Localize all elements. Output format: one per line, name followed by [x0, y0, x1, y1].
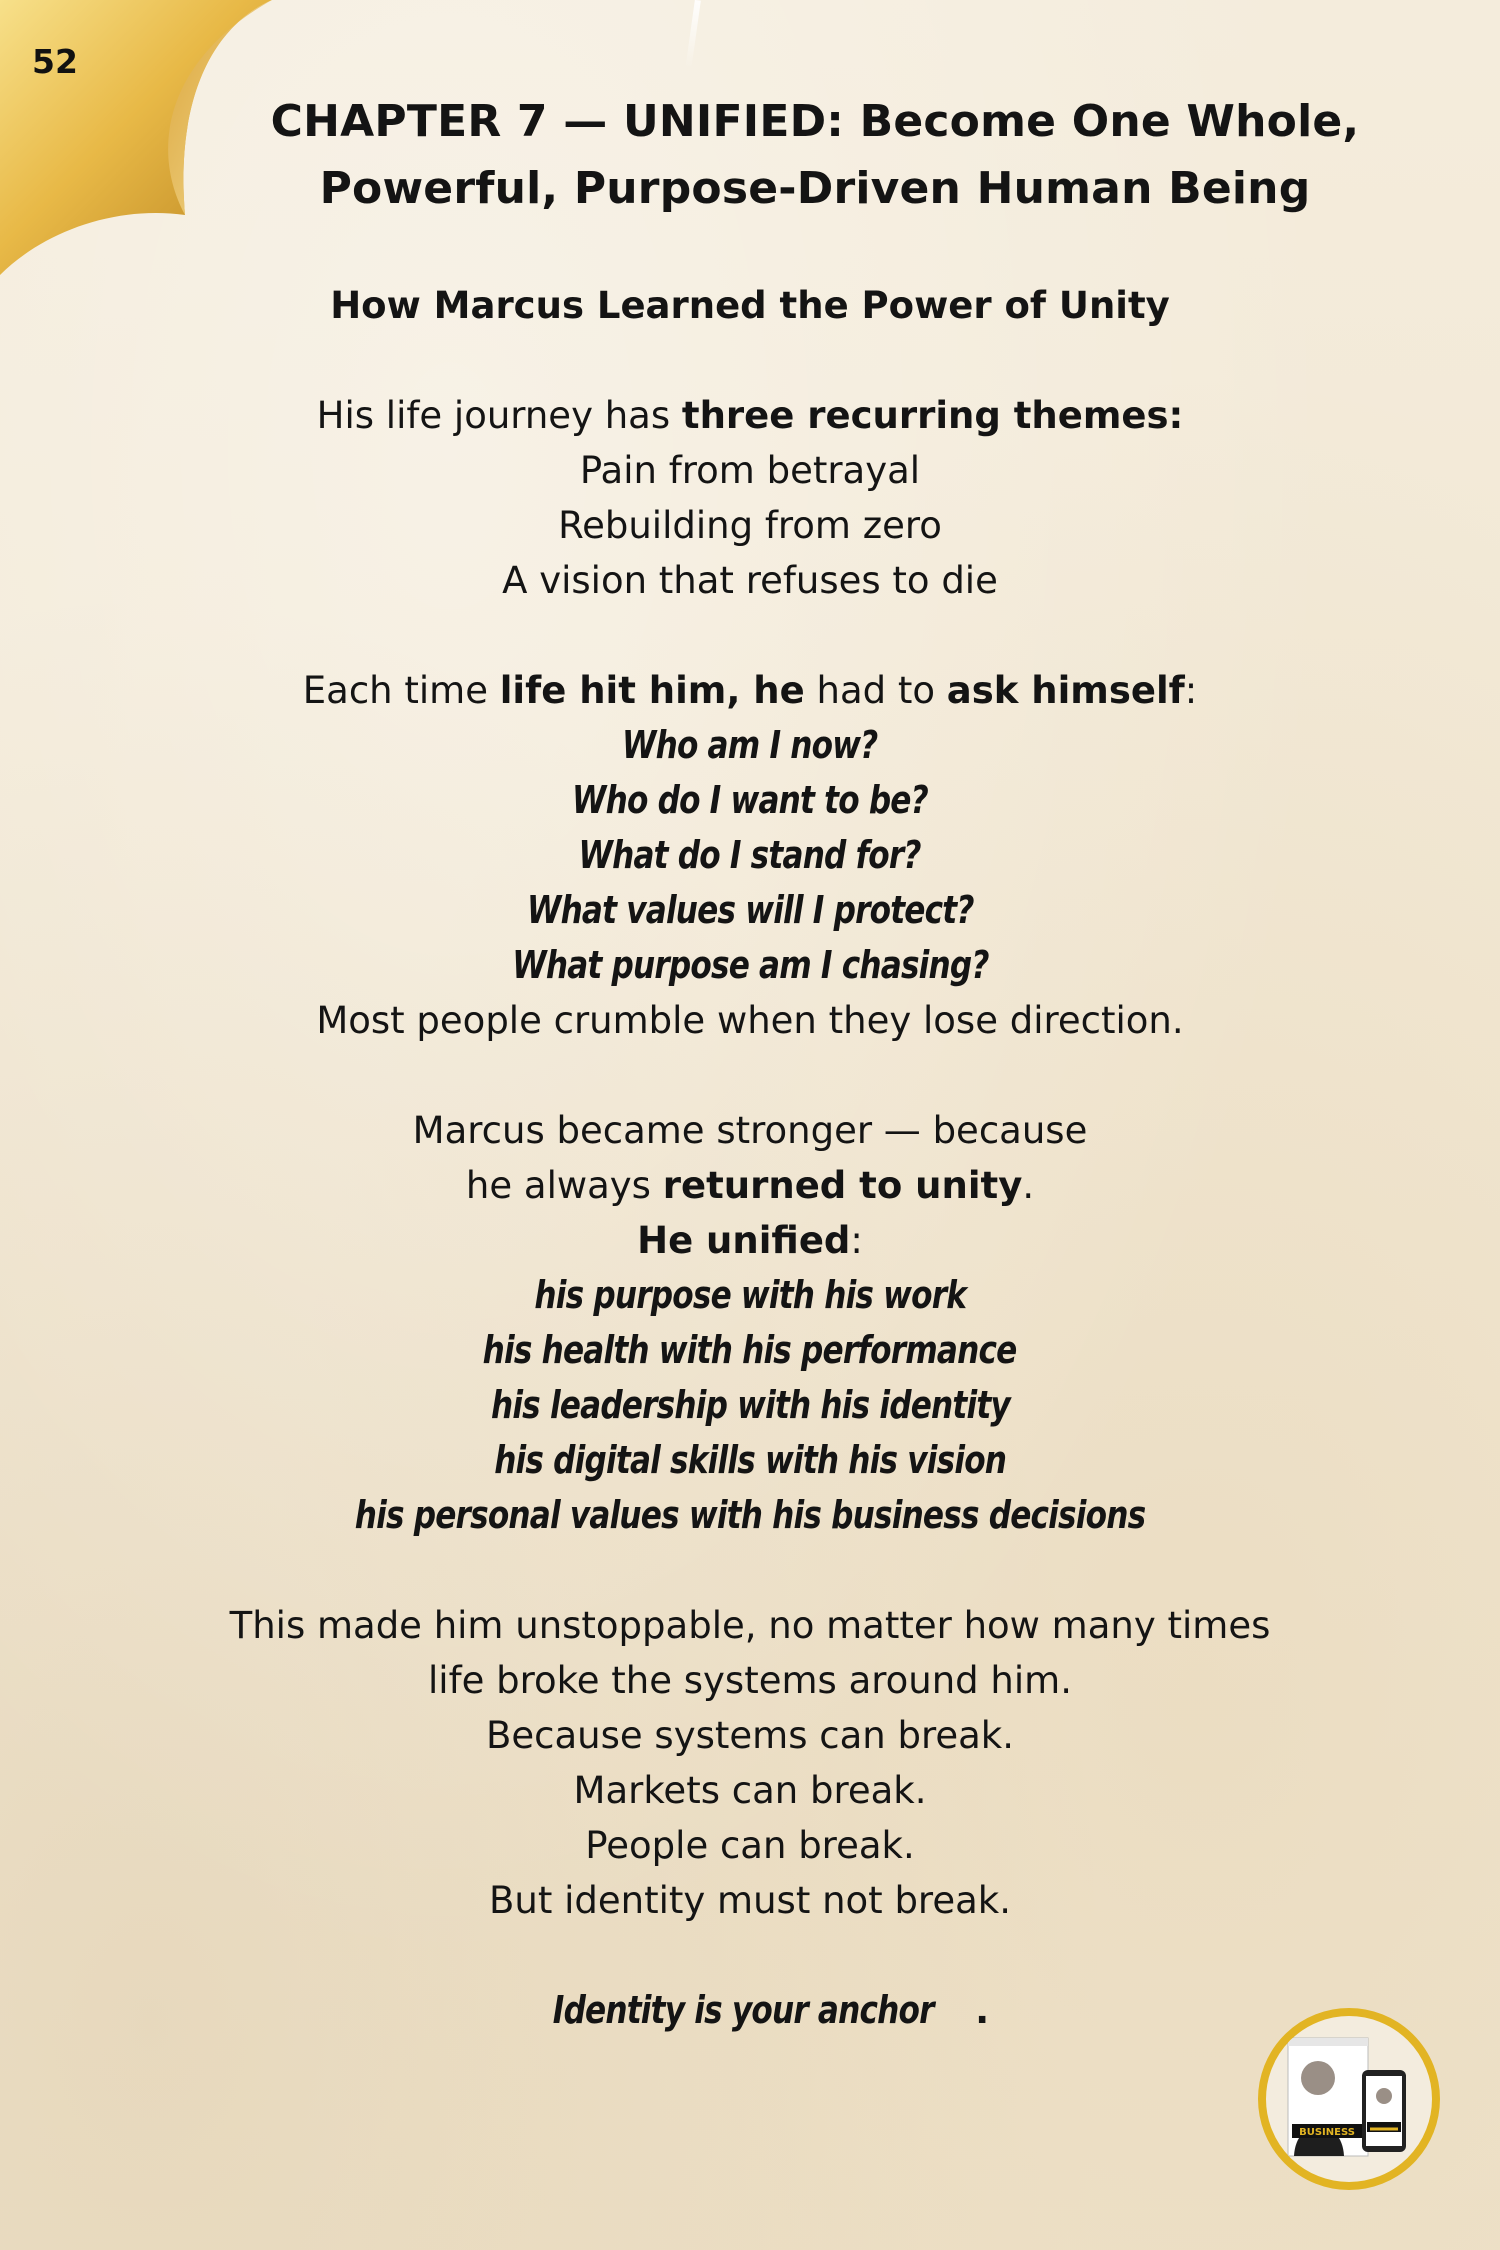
- book-cover-badge: [1258, 2008, 1440, 2190]
- question-item: [0, 828, 1500, 883]
- page-body: [0, 278, 1500, 2038]
- anchor-text: Identity is your anchor: [552, 1988, 934, 2032]
- unified-item-text: his personal values with his business decisions: [354, 1493, 1146, 1537]
- closing-line: life broke the systems around him.: [428, 1659, 1072, 1702]
- closing-line: People can break.: [585, 1824, 915, 1867]
- ask-text-3: :: [1184, 669, 1198, 712]
- book-cover-image: [1266, 2016, 1432, 2182]
- unity-line-2: [0, 1158, 1500, 1213]
- unity-line-2-end: .: [1022, 1164, 1035, 1207]
- themes-intro: [0, 388, 1500, 443]
- unity-line-1: Marcus became stronger — because: [412, 1109, 1088, 1152]
- anchor-statement: [0, 1983, 1500, 2038]
- question-item: [0, 938, 1500, 993]
- unified-item: [0, 1323, 1500, 1378]
- ask-bold-1: life hit him, he: [499, 669, 805, 712]
- unified-item: [0, 1268, 1500, 1323]
- unified-item-text: his health with his performance: [483, 1328, 1017, 1372]
- unified-item-text: his purpose with his work: [534, 1273, 966, 1317]
- ask-intro: [0, 663, 1500, 718]
- unity-line-2-text: he always: [465, 1164, 663, 1207]
- question-item: [0, 773, 1500, 828]
- unified-item-text: his leadership with his identity: [490, 1383, 1010, 1427]
- theme-item: Pain from betrayal: [579, 449, 921, 492]
- themes-intro-text: His life journey has: [316, 394, 682, 437]
- closing-line: But identity must not break.: [489, 1879, 1011, 1922]
- page-number: 52: [32, 42, 78, 81]
- ask-text-1: Each time: [302, 669, 500, 712]
- badge-book-title: BUSINESS: [1299, 2127, 1355, 2138]
- unity-line-2-bold: returned to unity: [662, 1164, 1023, 1207]
- ask-after: Most people crumble when they lose direction.: [316, 999, 1184, 1042]
- unified-bold: He unified: [637, 1219, 851, 1262]
- closing-line: Because systems can break.: [486, 1714, 1014, 1757]
- unified-heading: [0, 1213, 1500, 1268]
- question-item: [0, 883, 1500, 938]
- unified-item: [0, 1433, 1500, 1488]
- ask-bold-2: ask himself: [946, 669, 1185, 712]
- unified-colon: :: [850, 1219, 863, 1262]
- section-subtitle: How Marcus Learned the Power of Unity: [330, 284, 1170, 327]
- theme-item: Rebuilding from zero: [558, 504, 942, 547]
- chapter-title: [225, 88, 1405, 222]
- unified-item: [0, 1488, 1500, 1543]
- question-text: What do I stand for?: [578, 833, 922, 877]
- ask-text-2: had to: [804, 669, 947, 712]
- question-text: Who am I now?: [622, 723, 878, 767]
- unified-item: [0, 1378, 1500, 1433]
- anchor-period: .: [975, 1989, 990, 2032]
- themes-intro-bold: three recurring themes:: [681, 394, 1184, 437]
- chapter-title-line-1: CHAPTER 7 — UNIFIED: Become One Whole,: [270, 96, 1360, 147]
- unified-item-text: his digital skills with his vision: [494, 1438, 1006, 1482]
- closing-line: Markets can break.: [573, 1769, 927, 1812]
- question-text: What purpose am I chasing?: [511, 943, 989, 987]
- question-text: What values will I protect?: [526, 888, 974, 932]
- theme-item: A vision that refuses to die: [502, 559, 998, 602]
- chapter-title-line-2: Powerful, Purpose-Driven Human Being: [319, 163, 1311, 214]
- paper-crease: [685, 0, 701, 70]
- question-item: [0, 718, 1500, 773]
- closing-line: This made him unstoppable, no matter how many times: [229, 1604, 1271, 1647]
- question-text: Who do I want to be?: [572, 778, 928, 822]
